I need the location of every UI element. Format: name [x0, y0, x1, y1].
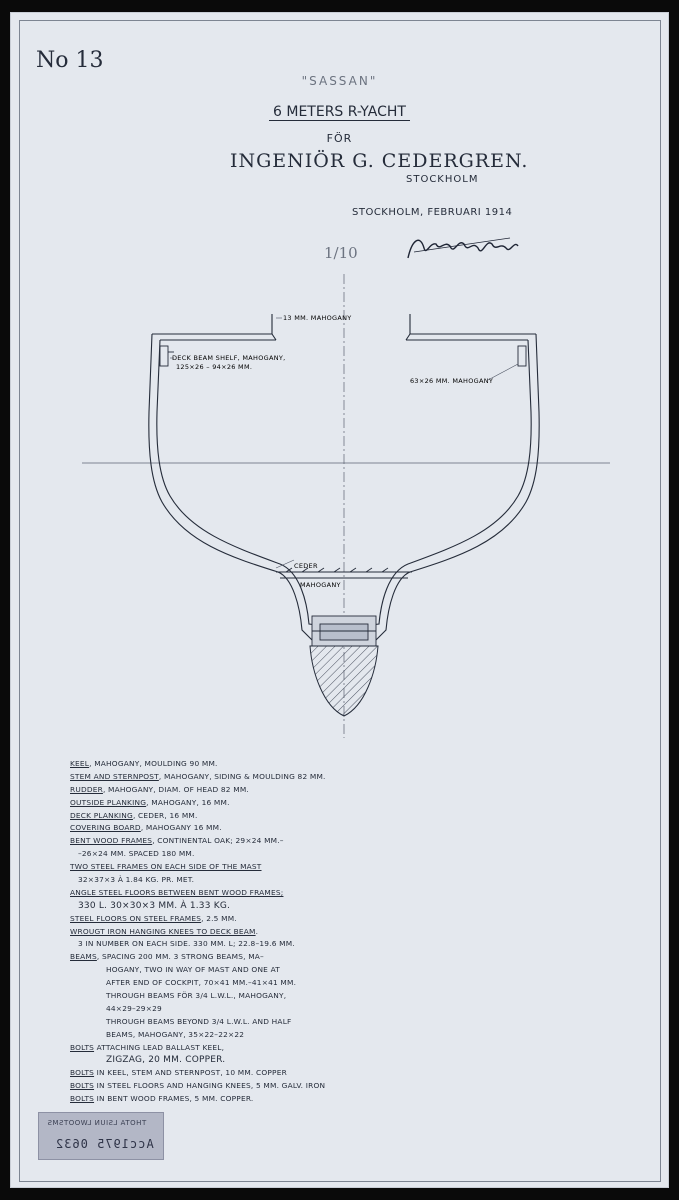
signature-mark [408, 238, 518, 258]
scale-label: 1/10 [324, 244, 358, 262]
spec-text: THROUGH BEAMS FÖR 3/4 L.W.L., MAHOGANY, [106, 991, 287, 1001]
stamp-line-1: THOTA LSIUN LWOOTSMS [47, 1119, 147, 1127]
spec-line [70, 964, 390, 977]
callout-63mm-mahogany: 63×26 MM. MAHOGANY [410, 377, 494, 385]
drawing-sheet [10, 12, 669, 1188]
spec-line [70, 1067, 390, 1080]
spec-line [70, 797, 390, 810]
spec-line [70, 874, 390, 887]
spec-text: THROUGH BEAMS BEYOND 3/4 L.W.L. AND HALF [106, 1016, 292, 1026]
spec-line [70, 835, 390, 848]
spec-key: ANGLE STEEL FLOORS BETWEEN BENT WOOD FRAMES; [70, 887, 284, 897]
spec-line [70, 951, 390, 964]
stamp-line-2: Acc1975 0632 [55, 1137, 154, 1151]
spec-key: STEM AND STERNPOST [70, 771, 159, 781]
spec-text: BEAMS, MAHOGANY, 35×22–22×22 [106, 1029, 245, 1039]
spec-key: WROUGT IRON HANGING KNEES TO DECK BEAM [70, 926, 256, 936]
spec-key: BOLTS [70, 1094, 95, 1104]
spec-text: 32×37×3 À 1.84 KG. PR. MET. [78, 875, 195, 885]
spec-text: , MAHOGANY, SIDING & MOULDING 82 MM. [158, 771, 326, 781]
spec-text: , MAHOGANY 16 MM. [140, 823, 222, 833]
museum-accession-stamp [38, 1112, 164, 1160]
spec-key: STEEL FLOORS ON STEEL FRAMES [70, 913, 202, 923]
spec-text: , MAHOGANY, MOULDING 90 MM. [89, 759, 218, 768]
spec-text: , CEDER, 16 MM. [132, 810, 198, 820]
place-and-date: STOCKHOLM, FEBRUARI 1914 [352, 207, 513, 218]
for-label: FÖR [326, 132, 353, 145]
spec-key: KEEL [70, 759, 90, 768]
callout-mahogany: MAHOGANY [300, 581, 341, 589]
spec-line [70, 758, 390, 771]
spec-line [70, 1054, 390, 1067]
spec-text: , MAHOGANY, 16 MM. [146, 797, 230, 807]
spec-text: IN STEEL FLOORS AND HANGING KNEES, 5 MM. GALV. IRON [94, 1081, 326, 1091]
spec-key: DECK PLANKING [70, 810, 133, 820]
spec-line [70, 848, 390, 861]
spec-key: TWO STEEL FRAMES ON EACH SIDE OF THE MAST [70, 862, 262, 872]
spec-line [70, 822, 390, 835]
spec-line [70, 1003, 390, 1016]
keel-assembly [312, 616, 376, 646]
spec-text: 3 IN NUMBER ON EACH SIDE. 330 MM. L; 22.8–19.6 MM. [78, 939, 295, 949]
yacht-type-text: 6 METERS R-YACHT [269, 104, 410, 121]
spec-line [70, 1080, 390, 1093]
spec-line [70, 977, 390, 990]
owner-city: STOCKHOLM [406, 174, 479, 185]
spec-line [70, 900, 390, 913]
spec-line [70, 784, 390, 797]
spec-key: BOLTS [70, 1042, 95, 1052]
spec-text: 44×29–29×29 [106, 1003, 162, 1013]
spec-key: BENT WOOD FRAMES [70, 836, 153, 846]
owner-name: INGENIÖR G. CEDERGREN. [230, 150, 529, 172]
lead-ballast-keel [310, 646, 378, 716]
spec-key: RUDDER [70, 784, 103, 794]
sheet-number: No 13 [36, 48, 104, 73]
callout-ceder: CEDER [294, 562, 318, 570]
spec-text: , 2.5 MM. [201, 913, 237, 923]
spec-text: ATTACHING LEAD BALLAST KEEL, [94, 1042, 225, 1052]
spec-text: –26×24 MM. SPACED 180 MM. [78, 849, 195, 859]
spec-key: BOLTS [70, 1081, 95, 1091]
spec-line [70, 926, 390, 939]
spec-text: 330 L. 30×30×3 MM. À 1.33 KG. [78, 900, 231, 911]
spec-key: BOLTS [70, 1068, 95, 1078]
vessel-name: "SASSAN" [301, 74, 378, 88]
spec-line [70, 771, 390, 784]
spec-text: AFTER END OF COCKPIT, 70×41 MM.–41×41 MM. [106, 978, 297, 988]
callout-deck-beam-shelf-dim: 125×26 – 94×26 MM. [176, 363, 253, 371]
spec-line [70, 861, 390, 874]
spec-key: COVERING BOARD [70, 823, 141, 833]
spec-text: . [255, 926, 259, 936]
spec-key: BEAMS [70, 952, 97, 962]
spec-line [70, 990, 390, 1003]
spec-line [70, 810, 390, 823]
spec-line [70, 1093, 390, 1106]
spec-key: OUTSIDE PLANKING [70, 797, 147, 807]
spec-text: , CONTINENTAL OAK; 29×24 MM.– [152, 836, 284, 846]
spec-line [70, 887, 390, 900]
spec-text: IN BENT WOOD FRAMES, 5 MM. COPPER. [94, 1094, 254, 1104]
spec-text: HOGANY, TWO IN WAY OF MAST AND ONE AT [106, 965, 280, 975]
spec-line [70, 913, 390, 926]
spec-text: , MAHOGANY, DIAM. OF HEAD 82 MM. [102, 784, 249, 794]
callout-13mm-mahogany: 13 MM. MAHOGANY [283, 314, 352, 322]
spec-text: IN KEEL, STEM AND STERNPOST, 10 MM. COPPER [94, 1068, 287, 1078]
specification-notes [70, 758, 390, 1106]
spec-line [70, 1029, 390, 1042]
callout-deck-beam-shelf: DECK BEAM SHELF, MAHOGANY, [172, 354, 286, 362]
spec-line [70, 1016, 390, 1029]
spec-text: ZIGZAG, 20 MM. COPPER. [106, 1055, 226, 1066]
spec-line [70, 938, 390, 951]
spec-line [70, 1042, 390, 1055]
spec-text: , SPACING 200 MM. 3 STRONG BEAMS, MA– [96, 952, 264, 962]
